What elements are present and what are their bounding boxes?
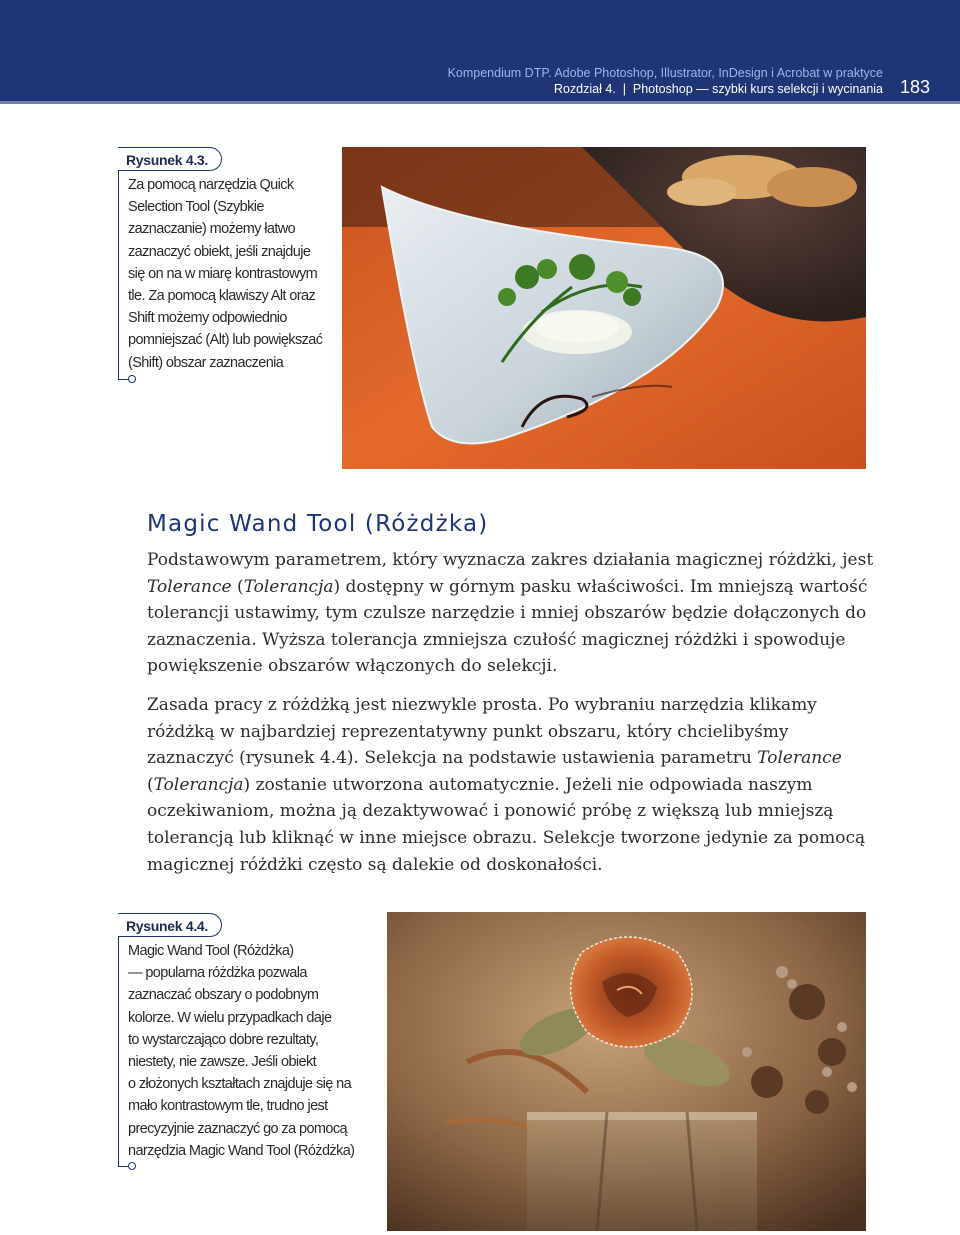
figure-caption [128, 940, 354, 1162]
figure-caption [128, 174, 322, 374]
caption-line: się on na w miarę kontrastowym [128, 265, 318, 282]
caption-line: precyzyjnie zaznaczyć go za pomocą [128, 1120, 347, 1137]
caption-line: (Shift) obszar zaznaczenia [128, 354, 284, 371]
caption-line: to wystarczająco dobre rezultaty, [128, 1031, 319, 1048]
text-run: Zasada pracy z różdżką jest niezwykle prosta. Po wybraniu narzędzia klikamy różdżką w najbardziej reprezentatywny punkt obszaru, który chcielibyśmy zaznaczyć (rysunek 4.4). Selekcja na podstawie ustawienia parametru [147, 695, 817, 769]
caption-line: zaznaczanie) możemy łatwo [128, 221, 296, 238]
text-run: Podstawowym parametrem, który wyznacza zakres działania magicznej różdżki, jest [147, 550, 874, 570]
paragraph [147, 692, 877, 878]
caption-bracket-dot [128, 375, 136, 383]
caption-line: niestety, nie zawsze. Jeśli obiekt [128, 1054, 317, 1071]
caption-line: Shift możemy odpowiednio [128, 310, 287, 327]
caption-line: zaznaczać obszary o podobnym [128, 987, 319, 1004]
caption-line: mało kontrastowym tle, trudno jest [128, 1098, 328, 1115]
chapter-title: Rozdział 4. | Photoshop — szybki kurs selekcji i wycinania [553, 82, 883, 96]
text-run: ( [147, 774, 154, 795]
caption-line: pomniejszać (Alt) lub powiększać [128, 332, 323, 349]
italic-term: Tolerancja [243, 576, 334, 597]
rose-illustration [387, 912, 866, 1231]
italic-term: Tolerance [757, 748, 842, 769]
caption-line: Za pomocą narzędzia Quick [128, 177, 294, 193]
caption-line: — popularna różdżka pozwala [128, 965, 307, 982]
paragraph [147, 547, 877, 680]
italic-term: Tolerance [147, 576, 232, 597]
text-run: ( [231, 576, 244, 597]
plate-illustration [342, 147, 866, 469]
caption-line: narzędzia Magic Wand Tool (Różdżka) [128, 1142, 355, 1159]
plate-photo [342, 147, 866, 469]
caption-line: tle. Za pomocą klawiszy Alt oraz [128, 288, 316, 305]
figure-label: Rysunek 4.3. [118, 147, 222, 171]
figure-label: Rysunek 4.4. [118, 913, 222, 937]
caption-bracket-dot [128, 1162, 136, 1170]
page-number: 183 [899, 77, 930, 97]
caption-line: kolorze. W wielu przypadkach daje [128, 1009, 332, 1026]
caption-line: Magic Wand Tool (Różdżka) [128, 943, 294, 959]
italic-term: Tolerancja [153, 774, 244, 795]
text-run: ) zostanie utworzona automatycznie. Jeżeli nie odpowiada naszym oczekiwaniom, można ją dezaktywować i ponowić próbę z większą lub mniejszą tolerancją lub kliknąć w inne miejsce obrazu. Selekcje tworzone jedynie za pomocą magicznej różdżki często są dalekie od doskonałości. [147, 774, 866, 875]
caption-line: Selection Tool (Szybkie [128, 199, 264, 216]
caption-line: zaznaczyć obiekt, jeśli znajduje [128, 243, 311, 260]
caption-line: o złożonych kształtach znajduje się na [128, 1076, 352, 1093]
header-rule [0, 101, 960, 104]
rose-photo [387, 912, 866, 1231]
section-title: Magic Wand Tool (Różdżka) [147, 511, 489, 537]
text-run: ) dostępny w górnym pasku właściwości. Im mniejszą wartość tolerancji ustawimy, tym czulsze narzędzie i mniej obszarów będzie dołączonych do zaznaczenia. Wyższa tolerancja zmniejsza czułość magicznej różdżki i spowoduje powiększenie obszarów włączonych do selekcji. [147, 576, 868, 677]
book-title: Kompendium DTP. Adobe Photoshop, Illustrator, InDesign i Acrobat w praktyce [447, 66, 883, 80]
